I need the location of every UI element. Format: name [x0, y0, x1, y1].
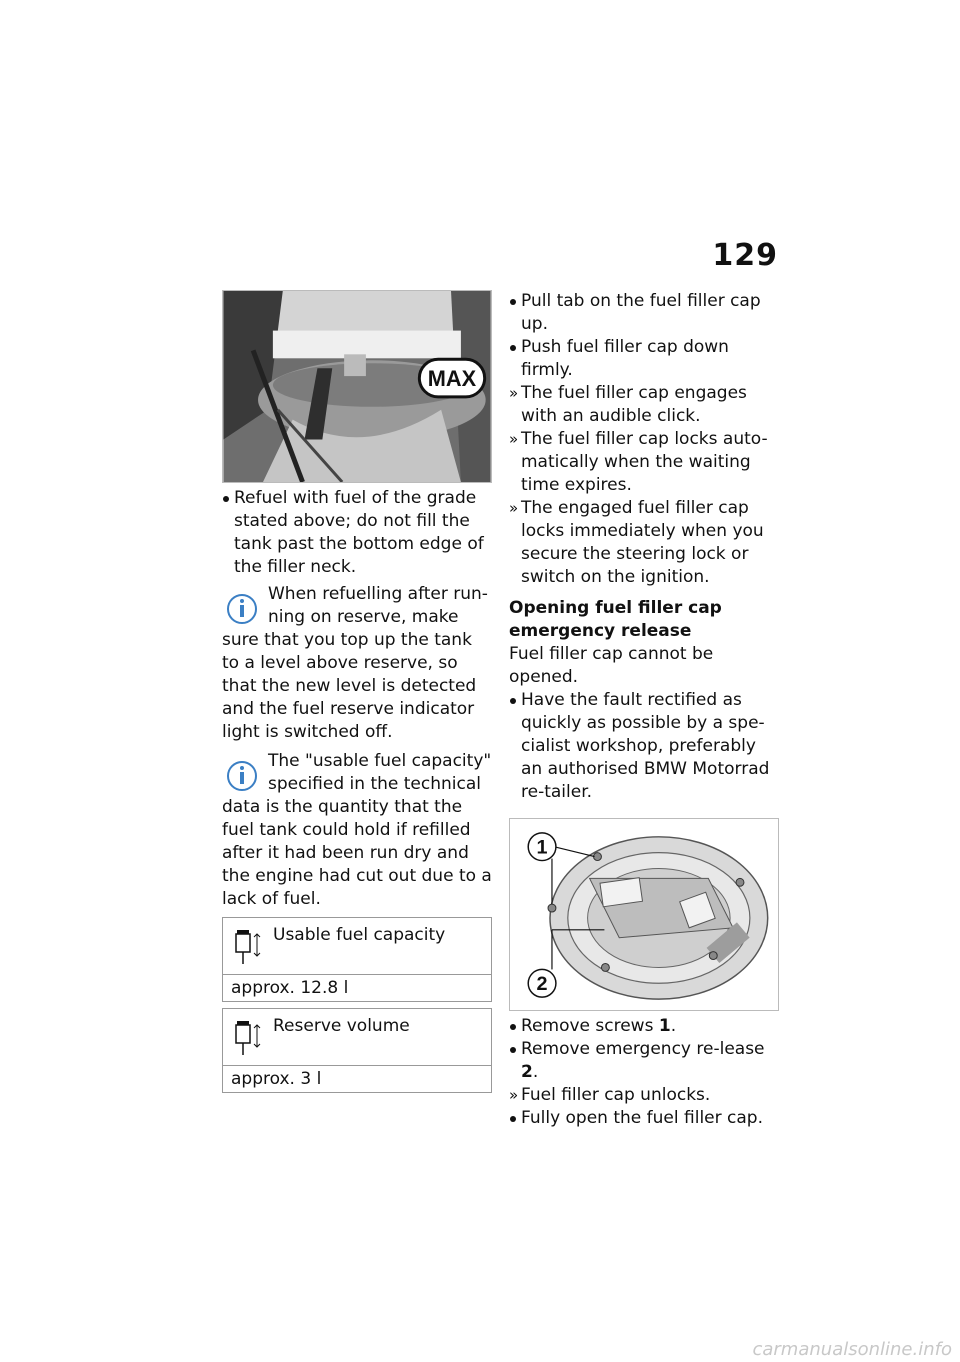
right-column: [509, 290, 781, 1130]
info-icon: [222, 754, 262, 794]
filler-cap-figure: [509, 818, 779, 1011]
step-release-text: Remove emergency re-lease: [521, 1039, 765, 1059]
step-open-cap: Fully open the fuel filler cap.: [509, 1107, 781, 1130]
max-label: MAX: [427, 366, 477, 392]
fuel-tank-icon: [233, 1017, 265, 1057]
step-remove-release: Remove emergency re-lease 2.: [509, 1038, 781, 1084]
spec-value: approx. 12.8 l: [231, 978, 349, 998]
spec-label: Reserve volume: [273, 1016, 410, 1036]
info-note-reserve: [222, 583, 494, 744]
step-remove-screws: Remove screws 1.: [509, 1015, 781, 1038]
fuel-tank-icon: [233, 926, 265, 966]
page-number: 129: [712, 238, 778, 273]
spec-usable-fuel-capacity: [222, 917, 492, 1002]
spec-reserve-volume: [222, 1008, 492, 1093]
result-unlocks: » Fuel filler cap unlocks.: [509, 1084, 781, 1107]
info-icon: [222, 587, 262, 627]
step-fault: Have the fault rectified as quickly as possible by a spe-cialist workshop, preferably an authorised BMW Motorrad re-tailer.: [509, 689, 781, 804]
problem-text: Fuel filler cap cannot be opened.: [509, 644, 714, 687]
callout-1: 1: [536, 836, 548, 859]
info-reserve-text: When refuelling after run-ning on reserve, make sure that you top up the tank to a level above reserve, so that the new level is detected and the fuel reserve indicator light is switched off.: [222, 584, 488, 742]
result-locks-immediately: » The engaged fuel filler cap locks immediately when you secure the steering lock or switch on the ignition.: [509, 497, 781, 589]
step-pull-tab: Pull tab on the fuel filler cap up.: [509, 290, 781, 336]
ref-1: 1: [658, 1016, 671, 1036]
footer-logo: carmanualsonline.info: [752, 1339, 952, 1360]
left-column: [222, 290, 494, 1093]
callout-2: 2: [536, 973, 548, 996]
section-heading: Opening fuel filler cap emergency release: [509, 598, 722, 641]
step-screws-text: Remove screws: [521, 1016, 654, 1036]
spec-label: Usable fuel capacity: [273, 925, 446, 945]
info-note-capacity: [222, 750, 494, 911]
ref-2: 2: [521, 1062, 533, 1082]
result-engages: » The fuel filler cap engages with an audible click.: [509, 382, 781, 428]
step-refuel: Refuel with fuel of the grade stated above; do not fill the tank past the bottom edge of the filler neck.: [222, 487, 494, 579]
spec-value: approx. 3 l: [231, 1069, 322, 1089]
filler-neck-photo: [222, 290, 492, 483]
result-locks-automatically: » The fuel filler cap locks auto-matically when the waiting time expires.: [509, 428, 781, 497]
info-capacity-text: The "usable fuel capacity" specified in the technical data is the quantity that the fuel tank could hold if refilled after it had been run dry and the engine had cut out due to a lack of fuel.: [222, 751, 492, 909]
step-push-cap: Push fuel filler cap down firmly.: [509, 336, 781, 382]
